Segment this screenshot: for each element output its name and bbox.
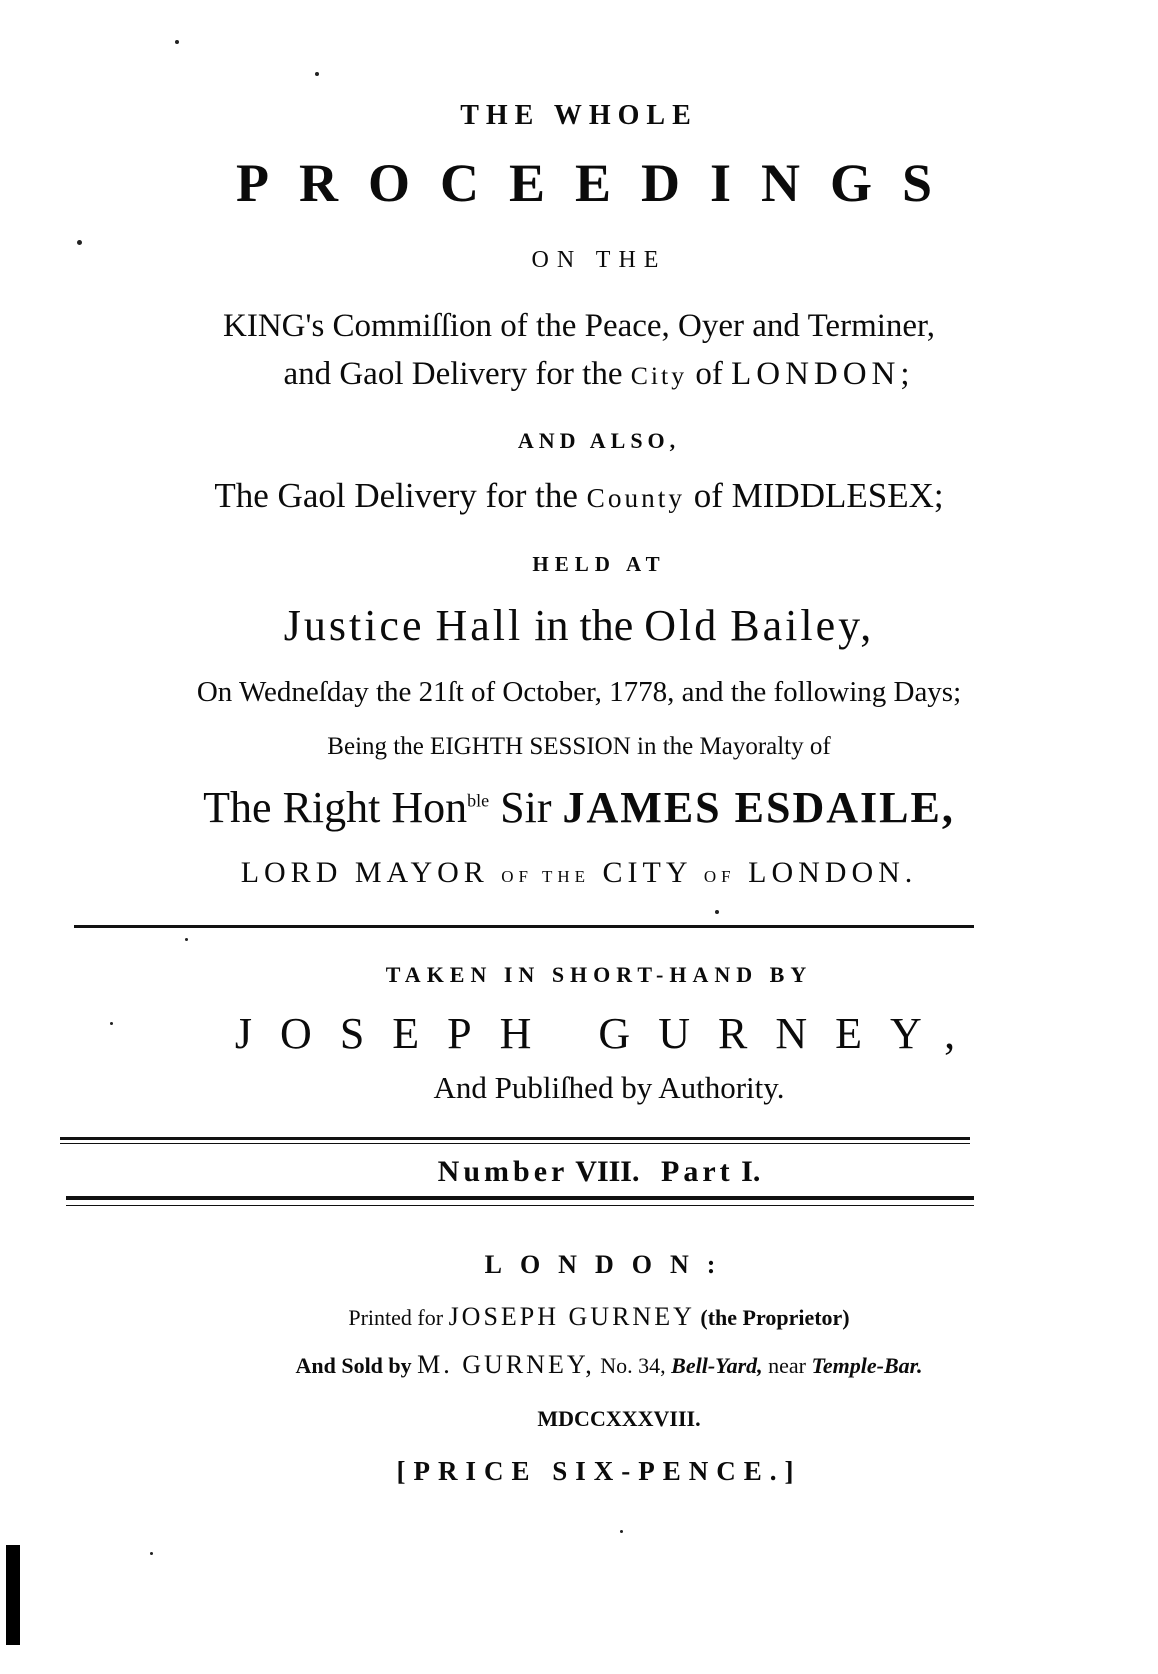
number-value: VIII.	[575, 1155, 640, 1188]
ink-speck	[185, 938, 188, 941]
reporter-name: JOSEPH GURNEY,	[234, 1009, 984, 1058]
middlesex-line	[0, 476, 1158, 516]
session-text: Being the EIGHTH SESSION in the Mayoralty of	[327, 733, 831, 760]
on-the-text: ON THE	[531, 247, 667, 273]
ink-speck	[110, 1022, 113, 1025]
mayor-superscript: ble	[467, 790, 490, 811]
sold-by-line	[0, 1350, 1158, 1380]
sold-near: near	[768, 1353, 806, 1378]
venue-hall: Hall	[435, 601, 524, 650]
and-also-text: AND ALSO,	[517, 428, 681, 453]
taken-in-line	[0, 962, 1158, 988]
ink-speck	[315, 72, 319, 76]
price-line	[0, 1456, 1158, 1487]
session-line	[0, 733, 1158, 761]
ink-speck	[620, 1530, 623, 1533]
printed-post: (the Proprietor)	[700, 1305, 850, 1330]
mayor-sir: Sir	[500, 783, 552, 832]
ink-speck	[77, 240, 82, 245]
and-also-line	[0, 428, 1158, 454]
sold-place: Bell-Yard,	[671, 1353, 763, 1378]
commission-city: City	[630, 361, 688, 390]
printed-name: JOSEPH GURNEY	[448, 1302, 695, 1331]
part-value: I.	[741, 1155, 761, 1188]
venue-line	[0, 600, 1158, 651]
rule-3a	[66, 1196, 974, 1200]
scan-edge-bar	[6, 1545, 20, 1645]
published-text: And Publiſhed by Authority.	[433, 1070, 785, 1105]
venue-in-the: in the	[534, 601, 634, 650]
venue-bailey: Bailey,	[730, 601, 875, 650]
the-whole-text: THE WHOLE	[460, 100, 698, 131]
middlesex-county: County	[586, 483, 685, 513]
mayor-name: JAMES ESDAILE,	[562, 783, 955, 832]
mayor-pre: The Right Hon	[203, 783, 468, 832]
lord-mayor-line	[0, 856, 1158, 890]
venue-old: Old	[644, 601, 720, 650]
held-at-line	[0, 552, 1158, 577]
main-title	[0, 152, 1158, 214]
commission-text-1: KING's Commiſſion of the Peace, Oyer and Terminer,	[223, 308, 935, 344]
middlesex-post: of MIDDLESEX;	[693, 476, 944, 515]
london-line	[0, 1250, 1158, 1280]
sold-name: M. GURNEY,	[417, 1350, 595, 1379]
lord-mayor-of-the: OF THE	[501, 867, 591, 886]
number-part-line	[0, 1155, 1158, 1189]
date-line	[0, 676, 1158, 709]
printed-for-line	[0, 1302, 1158, 1332]
published-line	[0, 1070, 1158, 1106]
lord-mayor-text: LORD MAYOR	[240, 856, 489, 889]
rule-3b	[66, 1205, 974, 1206]
london-text: LONDON:	[484, 1250, 734, 1279]
commission-of: of	[695, 356, 723, 392]
lord-mayor-of: OF	[703, 867, 736, 886]
lord-mayor-london: LONDON.	[748, 856, 918, 889]
commission-line-1	[0, 308, 1158, 345]
mayor-line	[0, 782, 1158, 833]
venue-justice: Justice	[283, 601, 425, 650]
held-at-text: HELD AT	[532, 552, 666, 576]
year-text: MDCCXXXVIII.	[537, 1406, 701, 1431]
commission-line-2	[0, 356, 1158, 393]
year-line	[0, 1406, 1158, 1432]
sold-number: No. 34,	[600, 1353, 666, 1378]
middlesex-pre: The Gaol Delivery for the	[214, 476, 578, 515]
part-word: Part	[661, 1155, 734, 1188]
number-word: Number	[437, 1155, 569, 1188]
on-the-line	[0, 247, 1158, 274]
rule-2a	[60, 1137, 970, 1140]
price-text: [PRICE SIX-PENCE.]	[396, 1456, 802, 1486]
rule-2b	[60, 1143, 970, 1144]
header-the-whole	[0, 100, 1158, 132]
rule-1	[74, 925, 974, 928]
ink-speck	[150, 1552, 153, 1555]
sold-pre: And Sold by	[295, 1353, 412, 1378]
commission-text-2-pre: and Gaol Delivery for the	[283, 356, 623, 392]
reporter-line	[0, 1008, 1158, 1059]
taken-in-text: TAKEN IN SHORT-HAND BY	[385, 962, 813, 987]
commission-london: LONDON;	[731, 356, 915, 392]
printed-pre: Printed for	[348, 1305, 444, 1330]
date-text: On Wedneſday the 21ſt of October, 1778, and the following Days;	[196, 676, 962, 708]
lord-mayor-city: CITY	[602, 856, 692, 889]
ink-speck	[175, 40, 179, 44]
ink-speck	[715, 910, 719, 914]
sold-bar: Temple-Bar.	[811, 1353, 923, 1378]
proceedings-text: PROCEEDINGS	[235, 153, 963, 213]
